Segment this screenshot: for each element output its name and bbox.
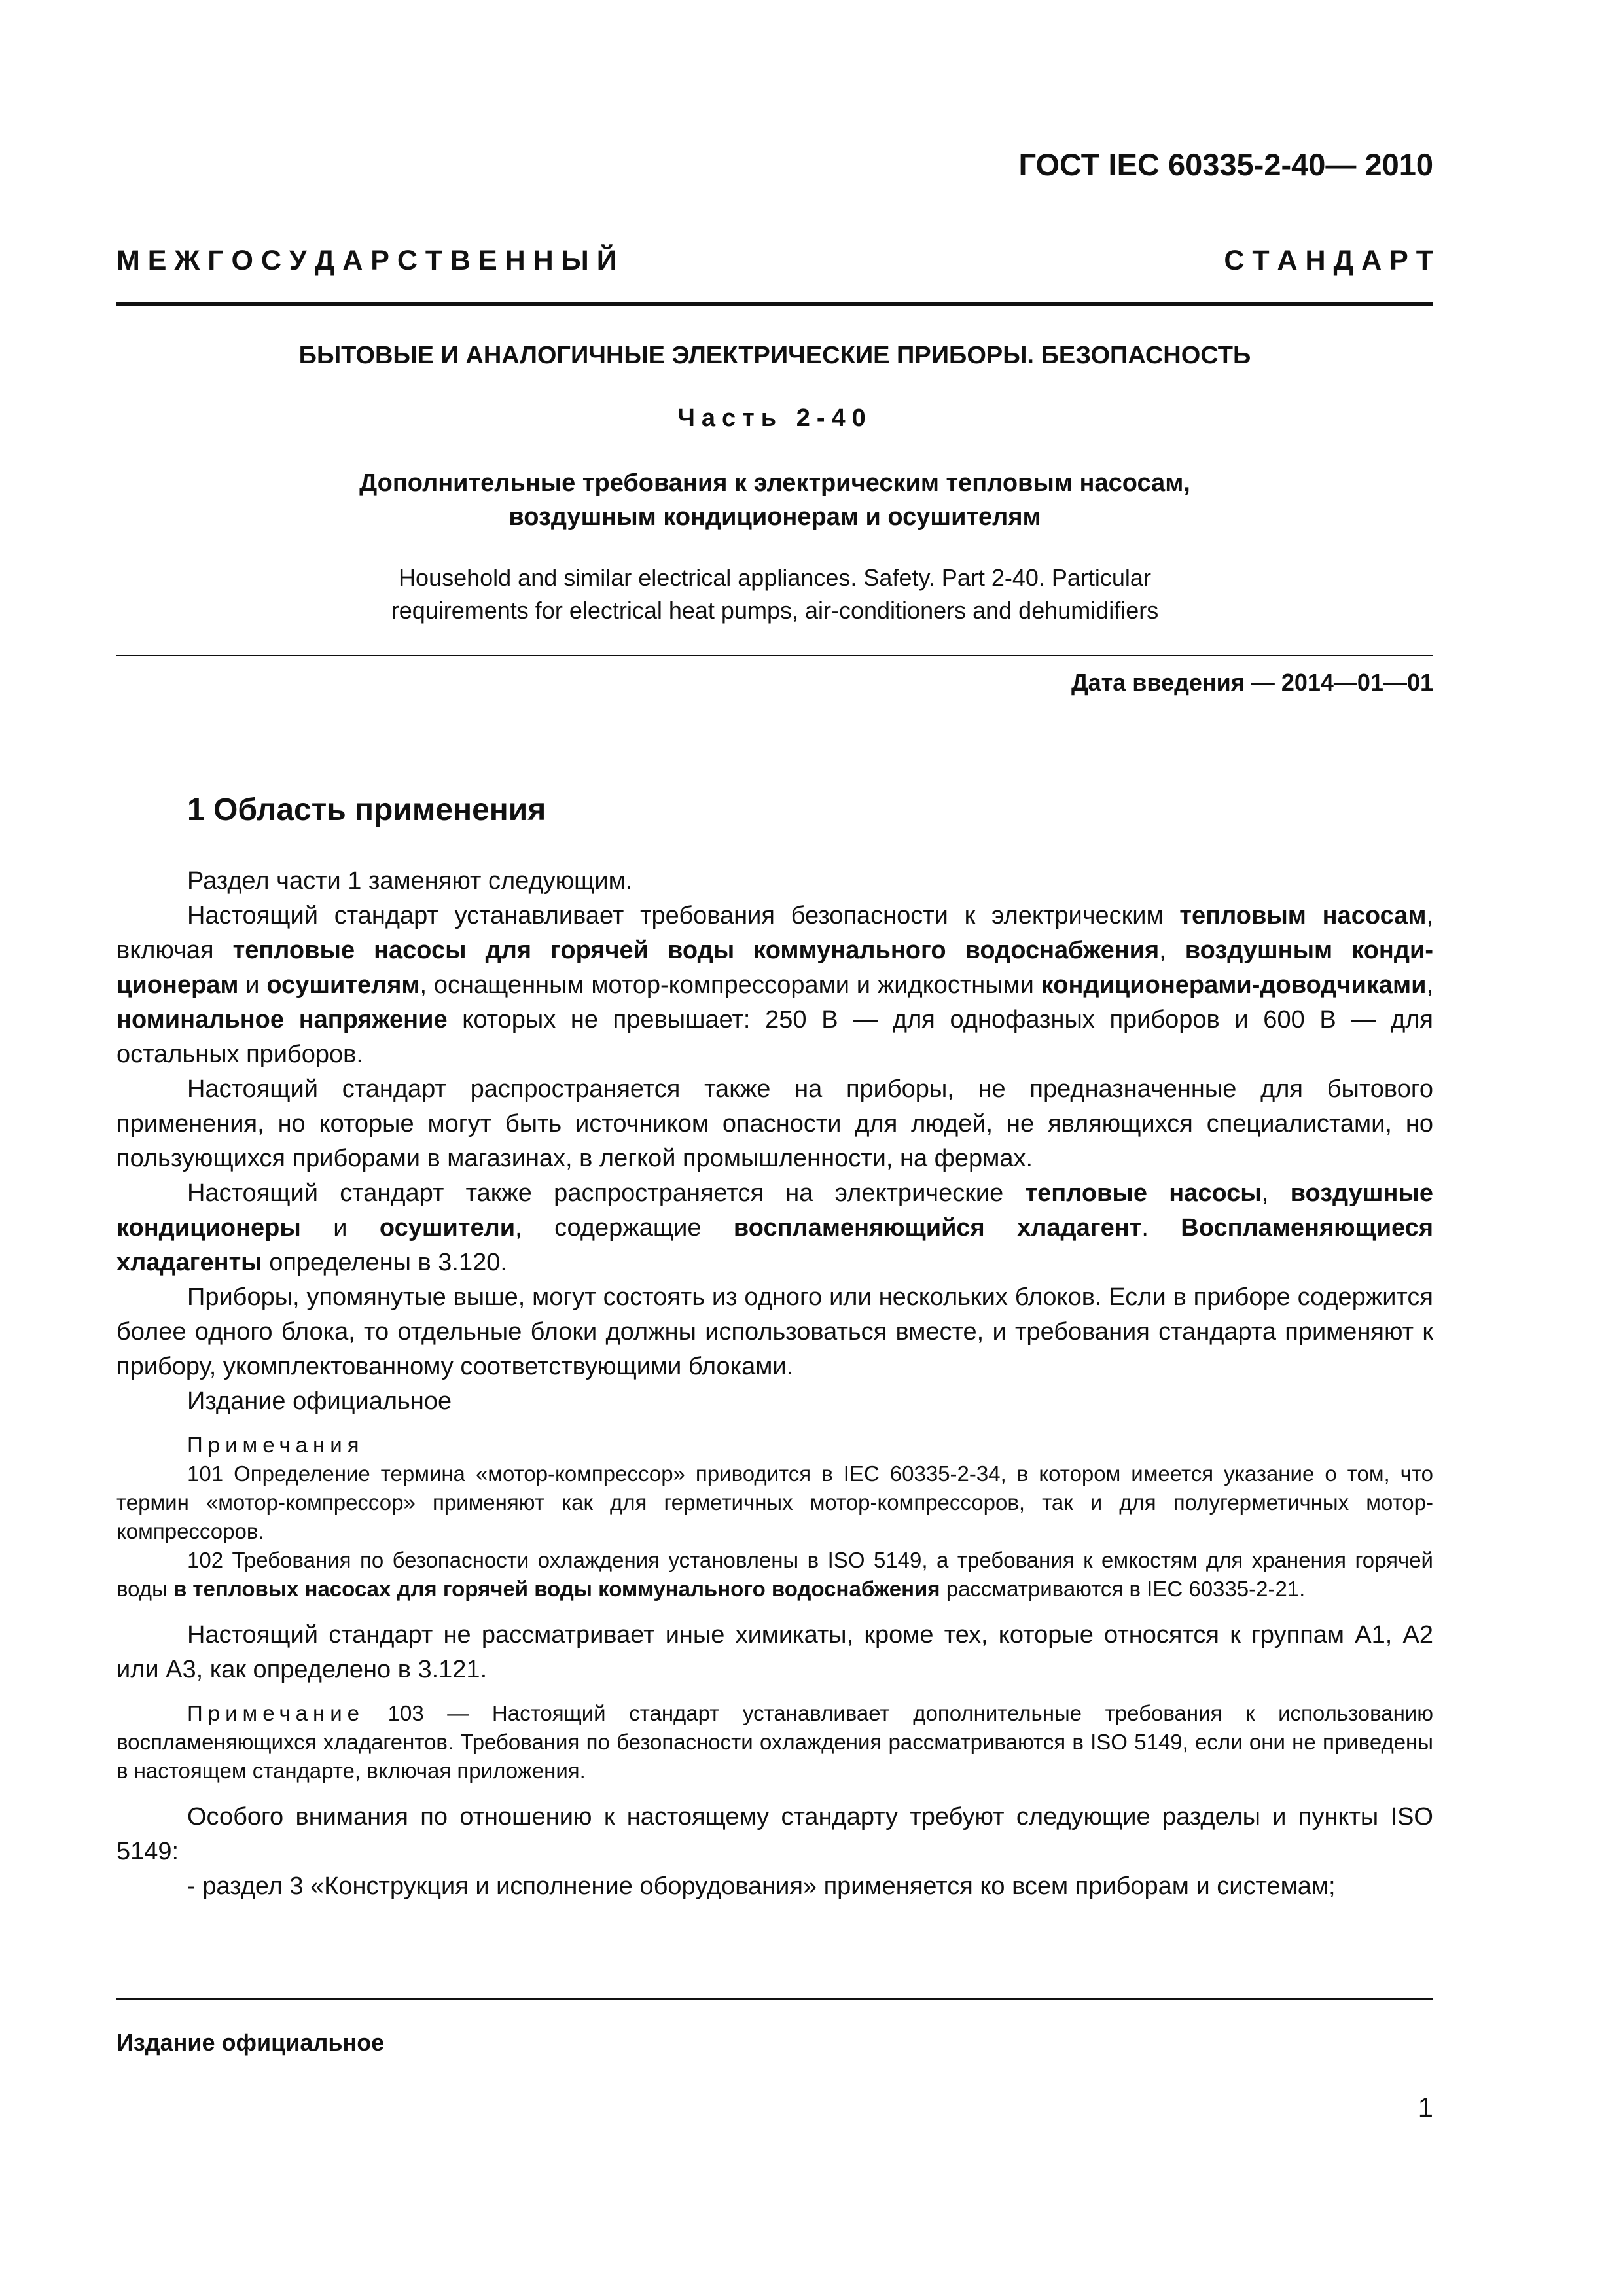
paragraph: Особого внимания по отношению к настоящему стандарту требуют следующие разделы и пункты ISO 5149: (116, 1803, 1433, 1865)
edition-label: Издание официальное (116, 2029, 385, 2056)
paragraph: Настоящий стандарт устанавливает требования безопасности к электрическим тепловым насосам, включая тепловые насосы для горячей воды коммунального водоснабжения, воздушным кондиционерам и осушителям, оснащенным мотор-компрессорами и жидкостными кондиционерами-доводчиками, номинальное напряжение которых не превышает: 250 В — для однофазных приборов и 600 В — для остальных приборов. (116, 902, 1434, 1068)
english-title-line: Household and similar electrical appliances. Safety. Part 2-40. Particular (399, 564, 1151, 591)
introduction-date: Дата введения — 2014—01—01 (1071, 669, 1433, 696)
english-title (116, 562, 1433, 627)
paragraph: Настоящий стандарт не рассматривает иные химикаты, кроме тех, которые относятся к группам А1, А2 или А3, как определено в 3.121. (116, 1621, 1433, 1683)
standard-number: ГОСТ IEC 60335-2-40— 2010 (1018, 147, 1433, 182)
notes-label: Примечания (187, 1433, 365, 1457)
standard-word: С Т А Н Д А Р Т (1224, 245, 1433, 276)
page-number: 1 (1418, 2092, 1433, 2123)
footer-divider (116, 1998, 1433, 2000)
english-title-line: requirements for electrical heat pumps, air-conditioners and dehumidifiers (391, 597, 1159, 624)
header-divider (116, 302, 1433, 306)
section-heading: 1 Область применения (187, 793, 546, 827)
paragraph: Издание официальное (187, 1388, 452, 1415)
document-subtitle (116, 466, 1433, 534)
note-102: 102 Требования по безопасности охлаждения установлены в ISO 5149, а требования к емкостям для хранения горячей воды в тепловых насосах для горячей воды коммунального водоснабжения рассматриваются в IEC 60335-2-21. (116, 1548, 1433, 1601)
paragraph: Настоящий стандарт распространяется также на приборы, не предназначенные для бытового применения, но которые могут быть источником опасности для людей, не являющихся специалистами, но пользующихся приборами в магазинах, в легкой промышленности, на фермах. (116, 1075, 1433, 1172)
subtitle-line: Дополнительные требования к электрическим тепловым насосам, (359, 469, 1190, 497)
note-101: 101 Определение термина «мотор-компрессор» приводится в IEC 60335-2-34, в котором имеется указание о том, что термин «мотор-компрессор» применяют как для герметичных мотор-компрессоров, так и для полугерметичных мотор-компрессоров. (116, 1462, 1433, 1543)
paragraph: Раздел части 1 заменяют следующим. (187, 867, 633, 895)
interstate-word: М Е Ж Г О С У Д А Р С Т В Е Н Н Ы Й (116, 245, 617, 276)
document-title: БЫТОВЫЕ И АНАЛОГИЧНЫЕ ЭЛЕКТРИЧЕСКИЕ ПРИБОРЫ. БЕЗОПАСНОСТЬ (298, 342, 1251, 369)
title-divider (116, 655, 1433, 656)
list-item: - раздел 3 «Конструкция и исполнение оборудования» применяется ко всем приборам и системам; (187, 1873, 1336, 1900)
part-label: Часть 2-40 (677, 404, 872, 432)
note-103: Примечание 103 — Настоящий стандарт устанавливает дополнительные требования к использованию воспламеняющихся хладагентов. Требования по безопасности охлаждения рассматриваются в ISO 5149, если они не приведены в настоящем стандарте, включая приложения. (116, 1701, 1433, 1783)
note-103-block (116, 1699, 1433, 1785)
notes-block (116, 1431, 1433, 1604)
subtitle-line: воздушным кондиционерам и осушителям (508, 503, 1041, 531)
section-body (116, 864, 1433, 1904)
paragraph: Настоящий стандарт также распространяется на электрические тепловые насосы, воздушные кондиционеры и осушители, содержащие воспламеняющийся хладагент. Воспламеняющиеся хладагенты определены в 3.120. (116, 1179, 1433, 1276)
interstate-standard-heading (116, 245, 1433, 277)
paragraph: Приборы, упомянутые выше, могут состоять из одного или нескольких блоков. Если в приборе содержится более одного блока, то отдельные блоки должны использоваться вместе, и требования стандарта применяют к прибору, укомплектованному соответствующими блоками. (116, 1283, 1433, 1380)
